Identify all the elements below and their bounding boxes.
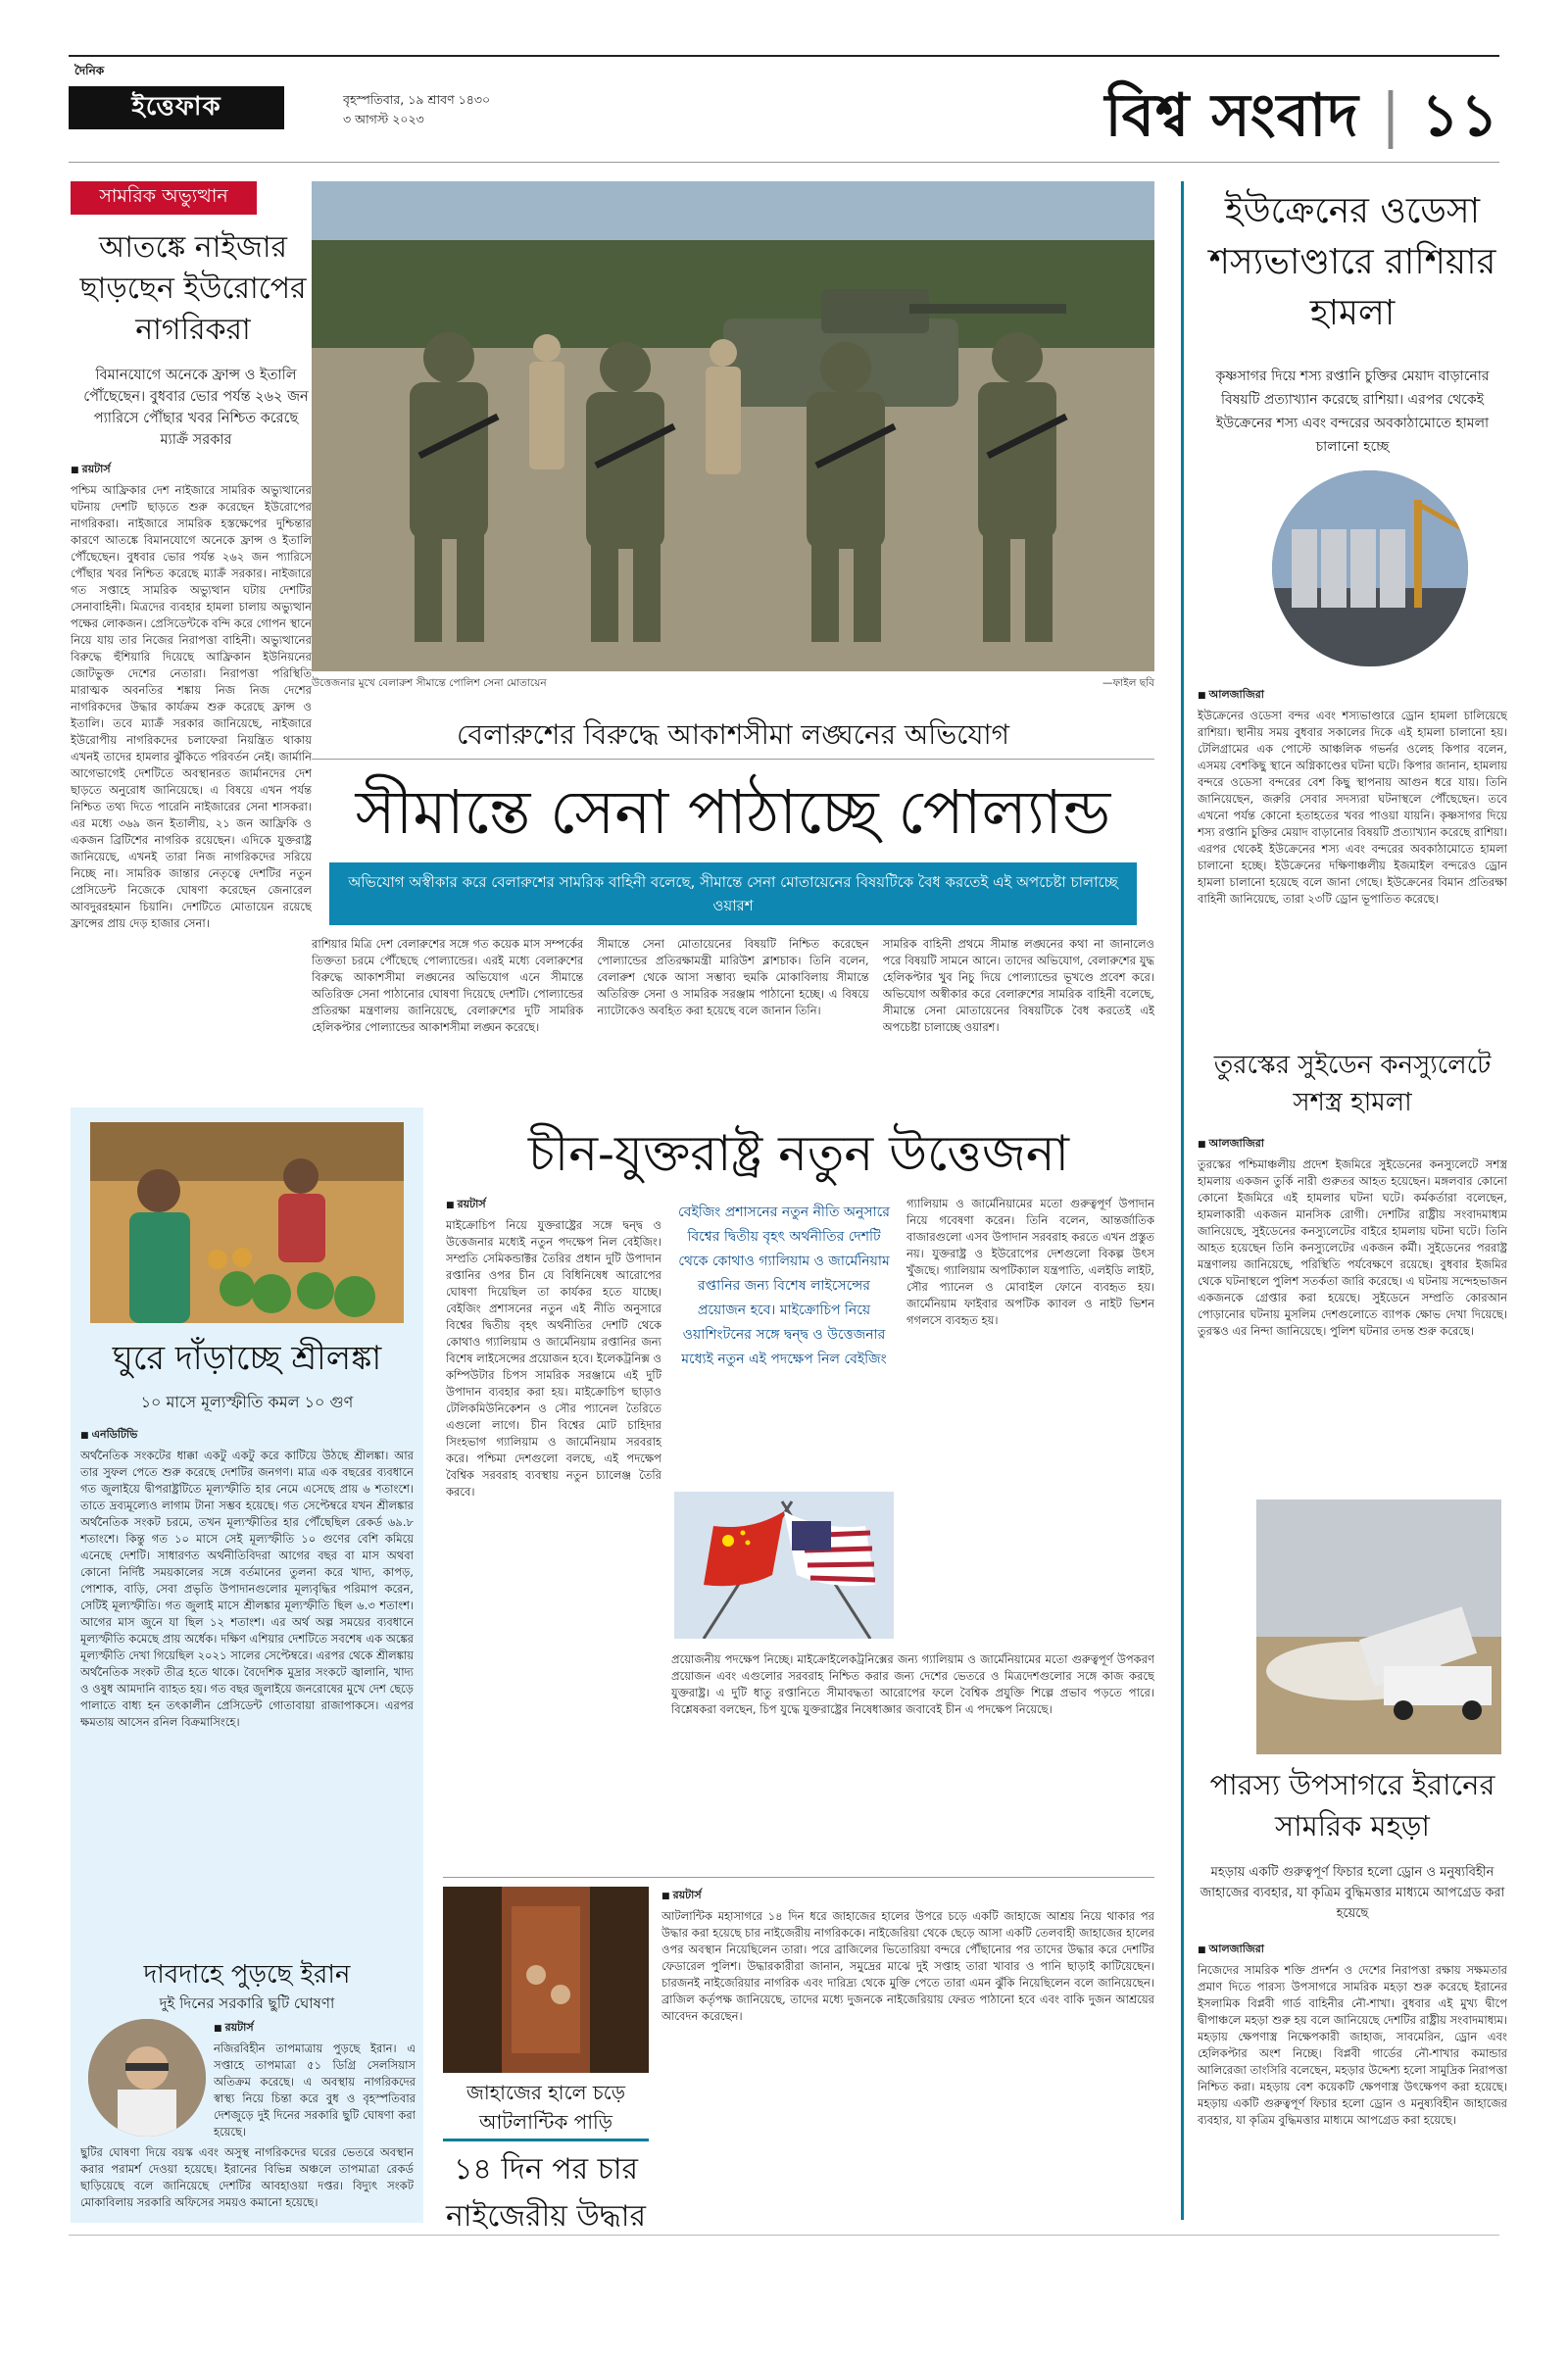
niger-section-tag: সামরিক অভ্যুত্থান xyxy=(71,181,257,215)
china-us-body-right: গ্যালিয়াম ও জার্মেনিয়ামের মতো গুরুত্বপূর্ণ উপাদান নিয়ে গবেষণা করেন। তিনি বলেন, আন্তর্জাতিক বাজারগুলো এসব উপাদান সরবরাহ করতে এখন প্রস্তুত নয়। যুক্তরাষ্ট্র ও ইউরোপের দেশগুলো বিকল্প উৎস খুঁজছে। গ্যালিয়াম অপটিক্যাল যন্ত্রপাতি, এলইডি লাইট, সৌর প্যানেল ও মোবাইল ফোনে ব্যবহৃত হয়। জার্মেনিয়াম ফাইবার অপটিক ক্যাবল ও নাইট ভিশন গগলসে ব্যবহৃত হয়। xyxy=(906,1197,1154,1327)
kicker-rule xyxy=(312,759,1154,760)
turkey-headline[interactable]: তুরস্কের সুইডেন কনস্যুলেটে সশস্ত্র হামলা xyxy=(1213,1051,1492,1117)
china-us-article-right xyxy=(906,1196,1154,1647)
iran-heat-headline[interactable]: দাবদাহে পুড়ছে ইরান xyxy=(71,1941,423,1997)
gulf-body: নিজেদের সামরিক শক্তি প্রদর্শন ও দেশের নিরাপত্তা রক্ষায় সক্ষমতার প্রমাণ দিতে পারস্য উপসাগরে সামরিক মহড়া শুরু করেছে ইরানের ইসলামিক বিপ্লবী গার্ড বাহিনীর নৌ-শাখা। বুধবার এই মুখ্য দ্বীপে দ্বীপাঞ্চলে মহড়া শুরু হয় বলে জানিয়েছে দেশটির রাষ্ট্রীয় সংবাদমাধ্যম। মহড়ায় ক্ষেপণাস্ত্র নিক্ষেপকারী জাহাজ, সাবমেরিন, ড্রোন এবং হেলিকপ্টার অংশ নিচ্ছে। বিপ্লবী গার্ডের নৌ-শাখার কমান্ডার আলিরেজা তাংসিরি বলেছেন, মহড়ার উদ্দেশ্য হলো সামুদ্রিক নিরাপত্তা নিশ্চিত করা। মহড়ায় বেশ কয়েকটি ক্ষেপণাস্ত্র উৎক্ষেপণ করা হয়েছে। মহড়ায় একটি গুরুত্বপূর্ণ ফিচার হলো ড্রোন ও মনুষ্যবিহীন জাহাজের ব্যবহার, যা কৃত্রিম বুদ্ধিমত্তার মাধ্যমে আপগ্রেড করা হয়েছে। xyxy=(1198,1963,1507,2127)
weekday-date: বৃহস্পতিবার, ১৯ শ্রাবণ ১৪৩০ xyxy=(343,92,491,107)
poland-col-2: সীমান্তে সেনা মোতায়েনের বিষয়টি নিশ্চিত করেছেন পোল্যান্ডের প্রতিরক্ষামন্ত্রী মারিউশ ব্লাশচাক। তিনি বলেন, বেলারুশ থেকে আসা সম্ভাব্য হুমকি মোকাবিলায় সীমান্তে অতিরিক্ত সেনা ও সামরিক সরঞ্জাম পাঠানো হচ্ছে। এ বিষয়ে ন্যাটোকেও অবহিত করা হয়েছে বলে জানান তিনি। xyxy=(597,937,869,1017)
masthead-top-rule xyxy=(69,55,1499,57)
section-title: বিশ্ব সংবাদ | ১১ xyxy=(1104,81,1499,150)
ship-rudder-illustration xyxy=(443,1887,649,2073)
china-us-body-left: মাইক্রোচিপ নিয়ে যুক্তরাষ্ট্রের সঙ্গে দ্বন্দ্ব ও উত্তেজনার মধ্যেই নতুন পদক্ষেপ নিল বেইজিং। সম্প্রতি সেমিকন্ডাক্টর তৈরির প্রধান দুটি উপাদান রপ্তানির ওপর চীন যে বিধিনিষেধ আরোপের ঘোষণা দিয়েছিল তা কার্যকর হতে যাচ্ছে। বেইজিং প্রশাসনের নতুন এই নীতি অনুসারে বিশ্বের দ্বিতীয় বৃহৎ অর্থনীতির দেশটি থেকে কোথাও গ্যালিয়াম ও জার্মেনিয়াম রপ্তানির জন্য বিশেষ লাইসেন্সের প্রয়োজন হবে। ইলেকট্রনিক্স ও কম্পিউটার চিপস সামরিক সরঞ্জামে এই দুটি উপাদান ব্যবহার করা হয়। মাইক্রোচিপ ছাড়াও টেলিকমিউনিকেশন ও সৌর প্যানেল তৈরিতে এগুলো লাগে। চীন বিশ্বের মোট চাহিদার সিংহভাগ গ্যালিয়াম ও জার্মেনিয়াম সরবরাহ করে। পশ্চিমা দেশগুলো বলছে, এই পদক্ষেপ বৈশ্বিক সরবরাহ ব্যবস্থায় নতুন চ্যালেঞ্জ তৈরি করবে। xyxy=(446,1218,662,1499)
poland-kicker: বেলারুশের বিরুদ্ধে আকাশসীমা লঙ্ঘনের অভিযোগ xyxy=(457,718,1009,751)
odesa-body: ইউক্রেনের ওডেসা বন্দর এবং শস্যভাণ্ডারে ড্রোন হামলা চালিয়েছে রাশিয়া। স্থানীয় সময় বুধবার সকালের দিকে এই হামলা চালানো হয়। টেলিগ্রামের এক পোস্টে আঞ্চলিক গভর্নর ওলেহ কিপার বলেন, এসময় বেশকিছু স্থানে অগ্নিকাণ্ডের ঘটনা ঘটে। কিপার জানান, হামলায় বন্দরে ওডেসা বন্দরের বেশ কিছু স্থাপনায় আগুন ধরে যায়। তিনি জানিয়েছেন, জরুরি সেবার সদস্যরা ঘটনাস্থলে পৌঁছেছেন। তবে এখনো পর্যন্ত কোনো হতাহতের খবর পাওয়া যায়নি। কৃষ্ণসাগর দিয়ে শস্য রপ্তানি চুক্তির মেয়াদ বাড়ানোর বিষয়টি প্রত্যাখ্যান করেছে রাশিয়া। এরপর থেকেই ইউক্রেনের শস্য এবং বন্দরের অবকাঠামোতে হামলা চালানো হচ্ছে। ইউক্রেনের দক্ষিণাঞ্চলীয় ইজমাইল বন্দরেও ড্রোন হামলা চালানো হয়েছে বলে জানা গেছে। ইউক্রেনের বিমান প্রতিরক্ষা বাহিনী জানিয়েছে, তারা ২৩টি ড্রোন ভূপাতিত করেছে। xyxy=(1198,709,1507,906)
poland-article xyxy=(312,936,1154,1122)
turkey-body: তুরস্কের পশ্চিমাঞ্চলীয় প্রদেশ ইজমিরে সুইডেনের কনস্যুলেটে সশস্ত্র হামলায় একজন তুর্কি নারী গুরুতর আহত হয়েছেন। মঙ্গলবার কোনো কোনো ইজমিরে এই হামলার ঘটনা ঘটে। কর্মকর্তারা বলেছেন, হামলাকারী একজন মানসিক রোগী। দেশটির রাষ্ট্রীয় সংবাদমাধ্যম জানিয়েছে, সুইডেনের কনস্যুলেটের বাইরে হামলায় ঘটনা ঘটে। তিনি আহত হয়েছেন তিনি কনস্যুলেটের একজন কর্মী। সুইডেনের পররাষ্ট্র মন্ত্রণালয় জানিয়েছে, পরিস্থিতি পর্যবেক্ষণে রয়েছে। বুধবার ইজমির থেকে ঘটনাস্থলে পুলিশ সতর্কতা জারি করেছে। এ ঘটনায় সন্দেহভাজন একজনকে গ্রেপ্তার করা হয়েছে। সুইডেনে সম্প্রতি কোরআন পোড়ানোর ঘটনায় মুসলিম দেশগুলোতে ব্যাপক ক্ষোভ দেখা দিয়েছে। তুরস্কও এর নিন্দা জানিয়েছে। পুলিশ ঘটনার তদন্ত শুরু করেছে। xyxy=(1198,1157,1507,1338)
poland-col-3: সামরিক বাহিনী প্রথমে সীমান্ত লঙ্ঘনের কথা না জানালেও পরে বিষয়টি সামনে আনে। তাদের অভিযোগ, বেলারুশের যুদ্ধ হেলিকপ্টার খুব নিচু দিয়ে পোল্যান্ডের ভূখণ্ডে প্রবেশ করে। অভিযোগ অস্বীকার করে বেলারুশের সামরিক বাহিনী বলেছে, সীমান্তে সেনা মোতায়েনের বিষয়টিকে বৈধ করতেই এই অপচেষ্টা চালাচ্ছে ওয়ারশ। xyxy=(882,937,1154,1034)
nigeria-headline[interactable]: ১৪ দিন পর চার নাইজেরীয় উদ্ধার xyxy=(446,2152,646,2234)
iran-heat-body-2: ছুটির ঘোষণা দিয়ে বয়স্ক এবং অসুস্থ নাগরিকদের ঘরের ভেতরে অবস্থান করার পরামর্শ দেওয়া হয়েছে। ইরানের বিভিন্ন অঞ্চলে তাপমাত্রা রেকর্ড ছাড়িয়েছে বলে জানিয়েছে দেশটির আবহাওয়া দপ্তর। বিদ্যুৎ সংকট মোকাবিলায় সরকারি অফিসের সময়ও কমানো হয়েছে। xyxy=(80,2145,414,2209)
grain-silo-illustration xyxy=(1272,470,1468,666)
niger-intro: বিমানযোগে অনেকে ফ্রান্স ও ইতালি পৌঁছেছেন। বুধবার ভোর পর্যন্ত ২৬২ জন প্যারিসে পৌঁছার খবর নিশ্চিত করেছে ম্যাক্রঁ সরকার xyxy=(83,368,309,448)
edition-date xyxy=(343,90,490,129)
china-us-flags-photo xyxy=(674,1492,894,1639)
heat-man-illustration xyxy=(88,2019,206,2137)
nigeria-top-rule xyxy=(443,1877,1154,1878)
nigeria-body: আটলান্টিক মহাসাগরে ১৪ দিন ধরে জাহাজের হালের উপরে চড়ে একটি জাহাজে আশ্রয় নিয়ে থাকার পর উদ্ধার করা হয়েছে চার নাইজেরীয় নাগরিককে। নাইজেরিয়া থেকে ছেড়ে আসা একটি তেলবাহী জাহাজের হালের ওপর অবস্থান নিয়েছিলেন তারা। পরে ব্রাজিলের ভিতোরিয়া বন্দরে পৌঁছানোর পর তাদের উদ্ধার করে দেশটির ফেডারেল পুলিশ। উদ্ধারকারীরা জানান, সমুদ্রের মাঝে দুই সপ্তাহ তারা খাবার ও পানি ছাড়াই কাটিয়েছেন। চারজনই নাইজেরিয়ার নাগরিক এবং দারিদ্র্য থেকে মুক্তি পেতে তারা এমন ঝুঁকি নিয়েছিলেন বলে জানিয়েছেন। ব্রাজিল কর্তৃপক্ষ জানিয়েছে, তাদের মধ্যে দুজনকে নাইজেরিয়ায় ফেরত পাঠানো হবে এবং বাকি দুজন আশ্রয়ের আবেদন করেছেন। xyxy=(662,1909,1154,2023)
ship-rudder-caption: জাহাজের হালে চড়ে আটলান্টিক পাড়ি xyxy=(466,2081,625,2134)
odesa-intro: কৃষ্ণসাগর দিয়ে শস্য রপ্তানি চুক্তির মেয়াদ বাড়ানোর বিষয়টি প্রত্যাখ্যান করেছে রাশিয়া। এরপর থেকেই ইউক্রেনের শস্য এবং বন্দরের অবকাঠামোতে হামলা চালানো হচ্ছে xyxy=(1215,369,1490,455)
china-us-article-left xyxy=(446,1196,662,1872)
niger-byline: ■ রয়টার্স xyxy=(71,461,312,479)
soldiers-photo-caption: উত্তেজনার মুখে বেলারুশ সীমান্তে পোলিশ সেনা মোতায়েন xyxy=(312,677,547,689)
sri-lanka-body: অর্থনৈতিক সংকটের ধাক্কা একটু একটু করে কাটিয়ে উঠছে শ্রীলঙ্কা। আর তার সুফল পেতে শুরু করেছে দেশটির জনগণ। মাত্র এক বছরের ব্যবধানে গত জুলাইয়ে দ্বীপরাষ্ট্রটিতে মূল্যস্ফীতি হার নেমে এসেছে প্রায় ৬ শতাংশে। তাতে দ্রব্যমূল্যেও লাগাম টানা সম্ভব হয়েছে। গত সেপ্টেম্বরে যখন শ্রীলঙ্কার অর্থনৈতিক সংকট চরমে, তখন মূল্যস্ফীতির হার পৌঁছেছিল রেকর্ড ৬৯.৮ শতাংশে। কিন্তু গত ১০ মাসে সেই মূল্যস্ফীতি ১০ গুণের বেশি কমিয়ে এনেছে দেশটি। সাধারণত অর্থনীতিবিদরা আগের বছর বা মাস অথবা কোনো নির্দিষ্ট সময়কালের সঙ্গে বর্তমানের তুলনা করে খাদ্য, কাপড়, পোশাক, বাড়ি, সেবা প্রভৃতি উপাদানগুলোর মূল্যবৃদ্ধির পরিমাপ করেন, সেটিই মূল্যস্ফীতি। গত জুলাই মাসে শ্রীলঙ্কার মূল্যস্ফীতি ছিল ৬.৩ শতাংশ। আগের মাস জুনে যা ছিল ১২ শতাংশ। এর অর্থ অল্প সময়ের ব্যবধানে মূল্যস্ফীতি কমেছে প্রায় অর্ধেক। দক্ষিণ এশিয়ার দেশটিতে সবশেষ এক অঙ্কের মূল্যস্ফীতি দেখা গিয়েছিল ২০২১ সালের সেপ্টেম্বরে। এরপর থেকে শ্রীলঙ্কায় অর্থনৈতিক সংকট তীব্র হতে থাকে। বৈদেশিক মুদ্রার সংকটে জ্বালানি, খাদ্য ও ওষুধ আমদানি ব্যাহত হয়। গত বছর জুলাইয়ে জনরোষের মুখে দেশ ছেড়ে পালাতে বাধ্য হন তৎকালীন প্রেসিডেন্ট গোতাবায়া রাজাপাকসে। এরপর ক্ষমতায় আসেন রনিল বিক্রমাসিংহে। xyxy=(80,1449,414,1729)
odesa-headline[interactable]: ইউক্রেনের ওডেসা শস্যভাণ্ডারে রাশিয়ার হামলা xyxy=(1208,191,1496,333)
poland-summary: অভিযোগ অস্বীকার করে বেলারুশের সামরিক বাহিনী বলেছে, সীমান্তে সেনা মোতায়েনের বিষয়টিকে বৈধ করতেই এই অপচেষ্টা চালাচ্ছে ওয়ারশ xyxy=(329,862,1137,925)
china-us-byline: ■ রয়টার্স xyxy=(446,1196,662,1214)
niger-article xyxy=(71,461,312,1044)
turkey-article xyxy=(1198,1135,1507,1468)
iran-heat-article-top xyxy=(214,2019,416,2141)
page-number: ১১ xyxy=(1421,81,1499,150)
iran-heat-subheadline: দুই দিনের সরকারি ছুটি ঘোষণা xyxy=(159,1994,335,2012)
missile-launch-illustration xyxy=(1256,1500,1501,1754)
china-us-article-bottom xyxy=(671,1651,1154,1872)
soldiers-photo-credit: —ফাইল ছবি xyxy=(1102,677,1154,689)
sri-lanka-article xyxy=(80,1426,414,1970)
soldiers-illustration xyxy=(312,181,1154,671)
section-name: বিশ্ব সংবাদ xyxy=(1104,81,1359,150)
iran-heat-byline: ■ রয়টার্স xyxy=(214,2019,416,2038)
niger-body: পশ্চিম আফ্রিকার দেশ নাইজারে সামরিক অভ্যুত্থানের ঘটনায় দেশটি ছাড়তে শুরু করেছেন ইউরোপের নাগরিকরা। নাইজারে সামরিক হস্তক্ষেপের দুশ্চিন্তার কারণে আতঙ্কে বিমানযোগে অনেকে ফ্রান্স ও ইতালি পৌঁছেছেন। বুধবার ভোর পর্যন্ত ২৬২ জন প্যারিসে পৌঁছার খবর নিশ্চিত করেছে ম্যাক্রঁ সরকার। নাইজারে গত সপ্তাহে সামরিক অভ্যুত্থান ঘটায় দেশটির সেনাবাহিনী। মিত্রদের ব্যবহার হামলা চালায় অভ্যুত্থান পক্ষের লোকজন। প্রেসিডেন্টকে বন্দি করে গোপন স্থানে নিয়ে যায় তার নিজের নিরাপত্তা বাহিনী। অভ্যুত্থানের বিরুদ্ধে হুঁশিয়ারি দিয়েছে আফ্রিকান ইউনিয়নের জোটভুক্ত দেশের নেতারা। নিরাপত্তা পরিস্থিতি মারাত্মক অবনতির শঙ্কায় নিজ নিজ দেশের নাগরিকদের উদ্ধার কার্যক্রম শুরু করেছে ফ্রান্স ও ইতালি। তবে ম্যাক্রঁ সরকার জানিয়েছে, নাইজারে ইউরোপীয় নাগরিকদের চলাফেরা নিয়ন্ত্রিত থাকায় এখনই তাদের হামলার ঝুঁকিতে পরিবর্তন নেই। জার্মানি আগেভাগেই দেশটিতে অবস্থানরত জার্মানদের দেশ ছাড়তে অনুরোধ জানিয়েছে। এ বিষয়ে এখন পর্যন্ত নিশ্চিত তথ্য দিতে পারেনি নাইজারের সেনা শাসকরা। এর মধ্যে ৩৬৯ জন ইতালীয়, ২১ জন আফ্রিকি ও একজন ব্রিটিশের নাগরিক রয়েছেন। এদিকে যুক্তরাষ্ট্র জানিয়েছে, এখনই তারা নিজ নাগরিকদের সরিয়ে নিচ্ছে না। সামরিক জান্তার নেতৃত্বে দেশটির নতুন প্রেসিডেন্ট নিজেকে ঘোষণা করেছেন জেনারেল আবদুররহমান চিয়ানি। দেশটিতে মোতায়েন রয়েছে ফ্রান্সের প্রায় দেড় হাজার সেনা। xyxy=(71,483,312,930)
sri-lanka-subheadline: ১০ মাসে মূল্যস্ফীতি কমল ১০ গুণ xyxy=(140,1393,354,1411)
right-column-rule xyxy=(1181,181,1184,2220)
turkey-byline: ■ আলজাজিরা xyxy=(1198,1135,1507,1154)
gulf-byline: ■ আলজাজিরা xyxy=(1198,1941,1507,1959)
heat-man-photo xyxy=(88,2019,206,2137)
nigeria-headline-rule xyxy=(443,2139,649,2141)
gulf-intro: মহড়ায় একটি গুরুত্বপূর্ণ ফিচার হলো ড্রোন ও মনুষ্যবিহীন জাহাজের ব্যবহার, যা কৃত্রিম বুদ্ধিমত্তার মাধ্যমে আপগ্রেড করা হয়েছে xyxy=(1200,1865,1505,1921)
page-bottom-rule xyxy=(69,2235,1499,2236)
odesa-article xyxy=(1198,686,1507,1039)
poland-headline[interactable]: সীমান্তে সেনা পাঠাচ্ছে পোল্যান্ড xyxy=(355,776,1111,848)
china-us-body-bottom: প্রয়োজনীয় পদক্ষেপ নিচ্ছে। মাইক্রোইলেকট্রনিক্সের জন্য গ্যালিয়াম ও জার্মেনিয়ামের মতো গুরুত্বপূর্ণ উপকরণ প্রয়োজন এবং এগুলোর সরবরাহ নিশ্চিত করার জন্য দেশের ভেতরে ও মিত্রদেশগুলোর সঙ্গে কাজ করছে যুক্তরাষ্ট্র। এ দুটি ধাতু রপ্তানিতে সীমাবদ্ধতা আরোপের ফলে বৈশ্বিক প্রযুক্তি শিল্পে প্রভাব পড়তে পারে। বিশ্লেষকরা বলছেন, চিপ যুদ্ধে যুক্তরাষ্ট্রের নিষেধাজ্ঞার জবাবেই চীন এ পদক্ষেপ নিয়েছে। xyxy=(671,1652,1154,1716)
masthead-bottom-rule xyxy=(69,162,1499,163)
english-date: ৩ আগস্ট ২০২৩ xyxy=(343,112,424,126)
odesa-byline: ■ আলজাজিরা xyxy=(1198,686,1507,705)
market-illustration xyxy=(90,1122,404,1323)
nigeria-article xyxy=(662,1887,1154,2225)
market-photo xyxy=(90,1122,404,1323)
missile-launch-photo xyxy=(1256,1500,1501,1754)
soldiers-photo xyxy=(312,181,1154,671)
ship-rudder-photo xyxy=(443,1887,649,2073)
gulf-article xyxy=(1198,1941,1507,2225)
iran-heat-body-1: নজিরবিহীন তাপমাত্রায় পুড়ছে ইরান। এ সপ্তাহে তাপমাত্রা ৫১ ডিগ্রি সেলসিয়াস অতিক্রম করেছে। এ অবস্থায় নাগরিকদের স্বাস্থ্য নিয়ে চিন্তা করে বুধ ও বৃহস্পতিবার দেশজুড়ে দুই দিনের সরকারি ছুটি ঘোষণা করা হয়েছে। xyxy=(214,2041,416,2139)
poland-col-1: রাশিয়ার মিত্রি দেশ বেলারুশের সঙ্গে গত কয়েক মাস সম্পর্কের তিক্ততা চরমে পৌঁছেছে পোল্যান্ডের। এরই মধ্যে বেলারুশের বিরুদ্ধে আকাশসীমা লঙ্ঘনের অভিযোগ এনে সীমান্তে অতিরিক্ত সেনা পাঠানোর ঘোষণা দিয়েছে দেশটি। পোল্যান্ডের প্রতিরক্ষা মন্ত্রণালয় জানিয়েছে, বেলারুশের দুটি সামরিক হেলিকপ্টার পোল্যান্ডের আকাশসীমা লঙ্ঘন করেছে। xyxy=(312,937,584,1034)
sri-lanka-byline: ■ এনডিটিভি xyxy=(80,1426,414,1445)
newspaper-logo[interactable]: ইত্তেফাক xyxy=(69,86,284,129)
gulf-headline[interactable]: পারস্য উপসাগরে ইরানের সামরিক মহড়া xyxy=(1209,1768,1495,1843)
niger-headline[interactable]: আতঙ্কে নাইজার ছাড়ছেন ইউরোপের নাগরিকরা xyxy=(79,230,307,347)
china-us-pull-quote: বেইজিং প্রশাসনের নতুন নীতি অনুসারে বিশ্বের দ্বিতীয় বৃহৎ অর্থনীতির দেশটি থেকে কোথাও গ্যালিয়াম ও জার্মেনিয়াম রপ্তানির জন্য বিশেষ লাইসেন্সের প্রয়োজন হবে। মাইক্রোচিপ নিয়ে ওয়াশিংটনের সঙ্গে দ্বন্দ্ব ও উত্তেজনার মধ্যেই নতুন এই পদক্ষেপ নিল বেইজিং xyxy=(677,1205,891,1367)
flags-illustration xyxy=(674,1492,894,1639)
nigeria-byline: ■ রয়টার্স xyxy=(662,1887,1154,1905)
sri-lanka-headline[interactable]: ঘুরে দাঁড়াচ্ছে শ্রীলঙ্কা xyxy=(112,1339,382,1378)
logo-prefix: দৈনিক xyxy=(74,64,105,77)
masthead xyxy=(69,61,1499,149)
grain-silo-photo xyxy=(1272,470,1468,666)
china-us-headline[interactable]: চীন-যুক্তরাষ্ট্র নতুন উত্তেজনা xyxy=(527,1125,1070,1182)
